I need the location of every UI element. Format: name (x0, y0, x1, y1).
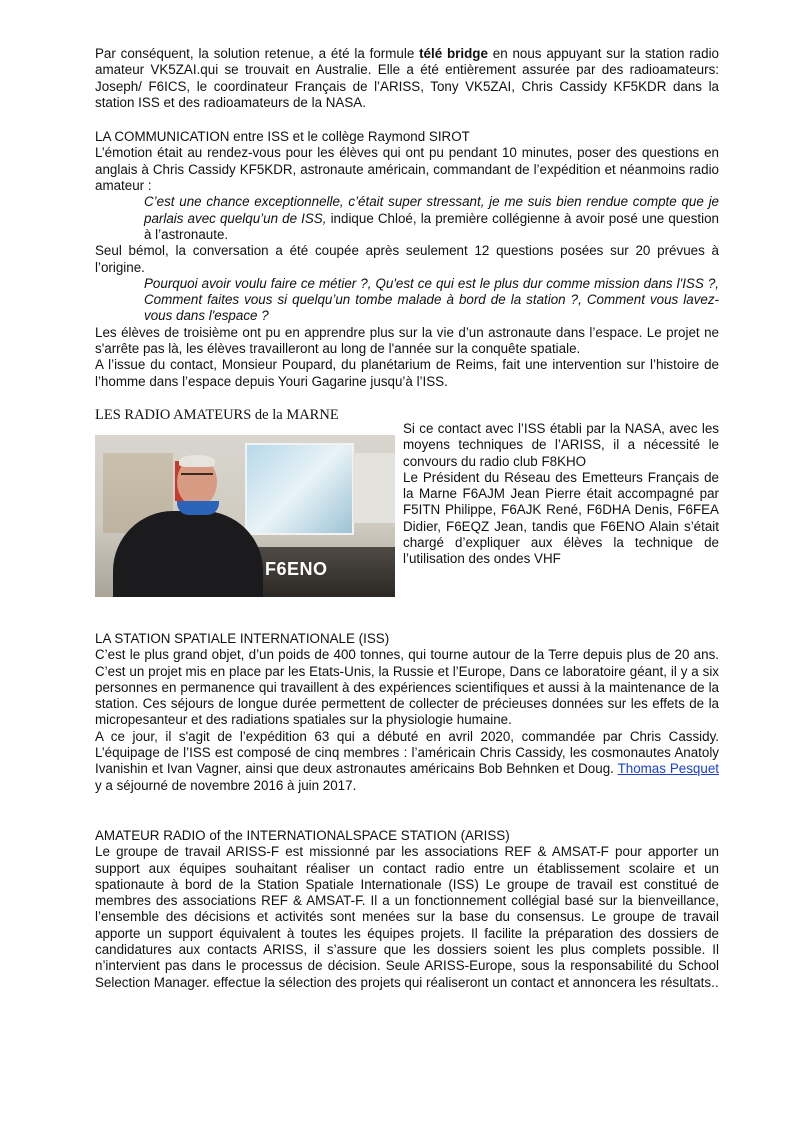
photo-background-screen (245, 443, 354, 535)
radio-amateurs-text-1: Si ce contact avec l’ISS établi par la NASA, avec les moyens techniques de l’ARISS, il a nécessité le convours du radio club F8KHO (403, 420, 719, 469)
photo-person-body (113, 511, 263, 597)
communication-heading: LA COMMUNICATION entre ISS et le collège Raymond SIROT (95, 129, 470, 145)
radio-amateurs-text-2: Le Président du Réseau des Emetteurs Français de la Marne F6AJM Jean Pierre était accompagné par F5ITN Philippe, F6AJK René, F6DHA Denis, F6FEA Didier, F6EQZ Jean, tandis que F6ENO Alain s’était chargé d’expliquer aux élèves la technique de l’utilisation des ondes VHF (403, 469, 719, 567)
iss-heading: LA STATION SPATIALE INTERNATIONALE (ISS) (95, 630, 390, 646)
iss-paragraph-1: C’est le plus grand objet, d’un poids de 400 tonnes, qui tourne autour de la Terre depuis plus de 20 ans. C’est un projet mis en place par les Etats-Unis, la Russie et l’Europe, Dans ce laboratoire géant, il y a six personnes en permanence qui travaillent à des expériences scientifiques et aussi à la maintenance de la station. Ces séjours de longue durée permettent de collecter de précieuses données sur les effets de la micropesanteur et des radiations spatiales sur la physiologie humaine. (95, 647, 719, 728)
intro-bold-text: télé bridge (419, 46, 488, 61)
photo-person-mask (177, 501, 219, 515)
photo-background-panel (353, 453, 395, 523)
quote-rest: indique Chloé, la première collégienne à avoir posé une question à l’astronaute. (144, 210, 719, 242)
ariss-heading: AMATEUR RADIO of the INTERNATIONALSPACE STATION (ARISS) (95, 827, 510, 843)
iss-text-end: y a séjourné de novembre 2016 à juin 2017. (95, 777, 357, 793)
communication-paragraph-2: Seul bémol, la conversation a été coupée après seulement 12 questions posées sur 20 prévues à l’origine. (95, 243, 719, 275)
radio-amateurs-left-column (95, 406, 397, 597)
communication-quote-1 (95, 194, 719, 243)
document-page (95, 46, 719, 991)
intro-paragraph (95, 46, 719, 111)
photo-caption-label: F6ENO (265, 558, 328, 579)
communication-quote-2: Pourquoi avoir voulu faire ce métier ?, Qu'est ce qui est le plus dur comme mission dans l'ISS ?, Comment faites vous si quelqu’un tombe malade à bord de la station ?, Comment vous lavez-vous dans l'espace ? (144, 275, 719, 324)
intro-text-end: en nous appuyant sur la station radio amateur VK5ZAI.qui se trouvait en Australie. Elle a été entièrement assurée par des radioamateurs: Joseph/ F6ICS, le coordinateur Français de l’ARISS, Tony VK5ZAI, Chris Cassidy KF5KDR dans la station ISS et des radioamateurs de la NASA. (95, 46, 719, 110)
communication-paragraph-4: A l’issue du contact, Monsieur Poupard, du planétarium de Reims, fait une intervention sur l’histoire de l’homme dans l’espace depuis Youri Gagarine jusqu’à l’ISS. (95, 357, 719, 389)
photo-person-glasses (181, 473, 213, 481)
intro-text: Par conséquent, la solution retenue, a été la formule (95, 46, 420, 61)
radio-amateurs-heading: LES RADIO AMATEURS de la MARNE (95, 406, 339, 423)
iss-text: A ce jour, il s'agit de l’expédition 63 qui a débuté en avril 2020, commandée par Chris Cassidy. L’équipage de l’ISS est composé de cinq membres : l’américain Chris Cassidy, les cosmonautes Anatoly Ivanishin et Ivan Vagner, ainsi que deux astronautes américains Bob Behnken et Doug. (95, 728, 719, 777)
photo-f6eno (95, 435, 395, 597)
quote-italic: C’est une chance exceptionnelle, c’était super stressant, je me suis bien rendue compte que je parlais avec quelqu’un de ISS, (144, 194, 719, 226)
communication-paragraph-1: L’émotion était au rendez-vous pour les élèves qui ont pu pendant 10 minutes, poser des questions en anglais à Chris Cassidy KF5KDR, astronaute américain, commandant de l’expédition et néanmoins radio amateur : (95, 145, 719, 194)
communication-paragraph-3: Les élèves de troisième ont pu en apprendre plus sur la vie d’un astronaute dans l’espace. Le projet ne s'arrête pas là, les élèves travailleront au long de l'année sur la conquête spatiale. (95, 324, 719, 357)
ariss-paragraph: Le groupe de travail ARISS-F est missionné par les associations REF & AMSAT-F pour apporter un support aux équipes souhaitant réaliser un contact radio entre un établissement scolaire et un spationaute à bord de la Station Spatiale Internationale (ISS) Le groupe de travail est constitué de membres des associations REF & AMSAT-F. Il a un fonctionnement collégial basé sur la bienveillance, l’ensemble des décisions et activités sont menées sur la base du consensus. Le groupe de travail apporte un support équivalent à toutes les équipes projets. Il facilite la préparation des dossiers de candidatures aux contacts ARISS, il s’assure que les dossiers soient les plus complets possible. Il n’intervient pas dans le processus de décision. Seule ARISS-Europe, sous la responsabilité du School Selection Manager. effectue la sélection des projets qui réaliseront un contact et annoncera les résultats.. (95, 844, 719, 990)
photo-person-hair (179, 455, 215, 467)
thomas-pesquet-link[interactable]: Thomas Pesquet (617, 761, 719, 777)
iss-paragraph-2 (95, 729, 719, 794)
radio-amateurs-right-column (403, 406, 719, 597)
radio-amateurs-section (95, 406, 719, 597)
